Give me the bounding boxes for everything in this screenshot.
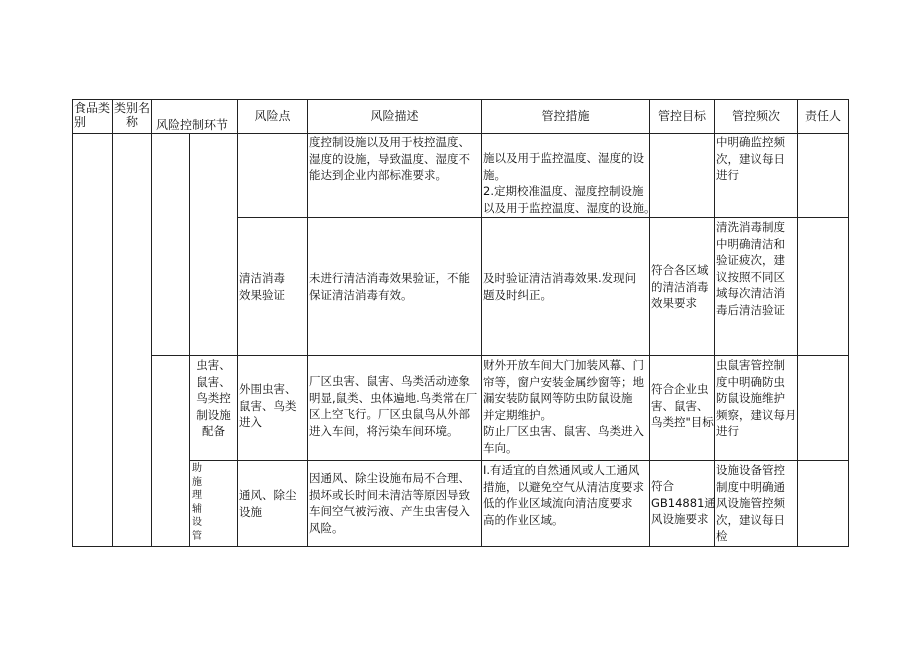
row4-risk-point: 通风、除尘 设施 bbox=[239, 488, 297, 519]
row4-control-frequency: 设施设备管控 制度中明确通 风设施管控频 次，建议每日 检 bbox=[716, 463, 785, 543]
col-divider bbox=[797, 99, 798, 547]
row4-sub-step: 助 施 理 辅 设 管 bbox=[192, 463, 202, 542]
col-divider bbox=[112, 99, 113, 547]
row2-risk-description: 未进行清洁消毒效果验证，不能 保证清洁消毒有效。 bbox=[309, 271, 470, 302]
row3-risk-point: 外围虫害、 鼠害、鸟类 进入 bbox=[239, 382, 297, 429]
header-food-category: 食品类 别 bbox=[74, 101, 111, 129]
row4-risk-description: 因通风、除尘设施布局不合理、 损坏或长时间未清洁等原因导致 车间空气被污液、产生虫害侵入 风险。 bbox=[309, 471, 470, 535]
row1-control-frequency: 中明确监控频 次，建议每日 进行 bbox=[716, 135, 785, 182]
header-category-name: 类别名 称 bbox=[113, 101, 150, 129]
header-control-target: 管控目标 bbox=[657, 109, 706, 123]
row4-control-target: 符合 GB14881通 风设施要求 bbox=[651, 479, 716, 526]
col-divider bbox=[481, 99, 482, 547]
col-divider bbox=[189, 133, 190, 547]
col-divider bbox=[307, 99, 308, 547]
row1-risk-description: 度控制设施以及用于枝控温度、 湿度的设施，导致温度、湿度不 能达到企业内部标准要求。 bbox=[309, 135, 470, 182]
row4-control-measures: I.有适宜的自然通风或人工通风 措施，以避免空气从清洁度要求 低的作业区域流向清洁度要求 高的作业区域。 bbox=[483, 463, 644, 527]
col-divider bbox=[237, 99, 238, 547]
header-risk-description: 风险描述 bbox=[370, 109, 419, 123]
row2-control-frequency: 清洗消毒制度 中明确清洁和 验证疲次，建 议按照不同区 域每次清洁消 毒后清洁验证 bbox=[716, 220, 785, 317]
table-border-left bbox=[72, 99, 73, 547]
row1-control-measures: 施以及用于监控温度、湿度的设 施。 2.定期校准温度、湿度控制设施 以及用于监控温度、湿度的设施。 bbox=[483, 151, 656, 215]
row-divider bbox=[151, 355, 849, 356]
row3-risk-description: 厂区虫害、鼠害、鸟类活动迹象 明显,鼠类、虫体遍地.鸟类常在厂 区上空飞行。厂区虫鼠鸟从外部 进入车间，将污染车间环境。 bbox=[309, 374, 478, 438]
header-risk-point: 风险点 bbox=[254, 109, 291, 123]
row2-control-target: 符合各区域 的清洁消毒 效果要求 bbox=[651, 263, 709, 310]
row3-sub-step: 虫害、 鼠害、 鸟类控 制设施 配备 bbox=[196, 358, 231, 438]
row3-control-measures: 财外开放车间大门加装风幕、门 帘等，窗户安装金属纱窗等；地 漏安装防鼠网等防虫防鼠设施 并定期维护。 防止厂区虫害、鼠害、鸟类进入 车向。 bbox=[483, 358, 644, 455]
row2-control-measures: 及时验证清洁消毒效果.发现问 题及时纠正。 bbox=[483, 271, 637, 302]
row2-risk-point: 清洁消毒 效果验证 bbox=[239, 271, 285, 302]
col-divider bbox=[151, 99, 152, 547]
table-border-top bbox=[72, 99, 849, 100]
row-divider bbox=[237, 217, 849, 218]
header-control-measures: 管控措施 bbox=[541, 109, 590, 123]
table-border-right bbox=[848, 99, 849, 547]
row3-control-frequency: 虫鼠害管控制 度中明确防虫 防鼠设施维护 频察，建议每月 进行 bbox=[716, 358, 797, 438]
row3-control-target: 符合企业虫 害、鼠害、 鸟类控"目标 bbox=[651, 382, 714, 429]
header-responsible-person: 责任人 bbox=[804, 109, 841, 123]
header-risk-control-step: 风险控制环节 bbox=[156, 118, 229, 132]
row-divider bbox=[189, 460, 849, 461]
header-control-frequency: 管控频次 bbox=[731, 109, 780, 123]
